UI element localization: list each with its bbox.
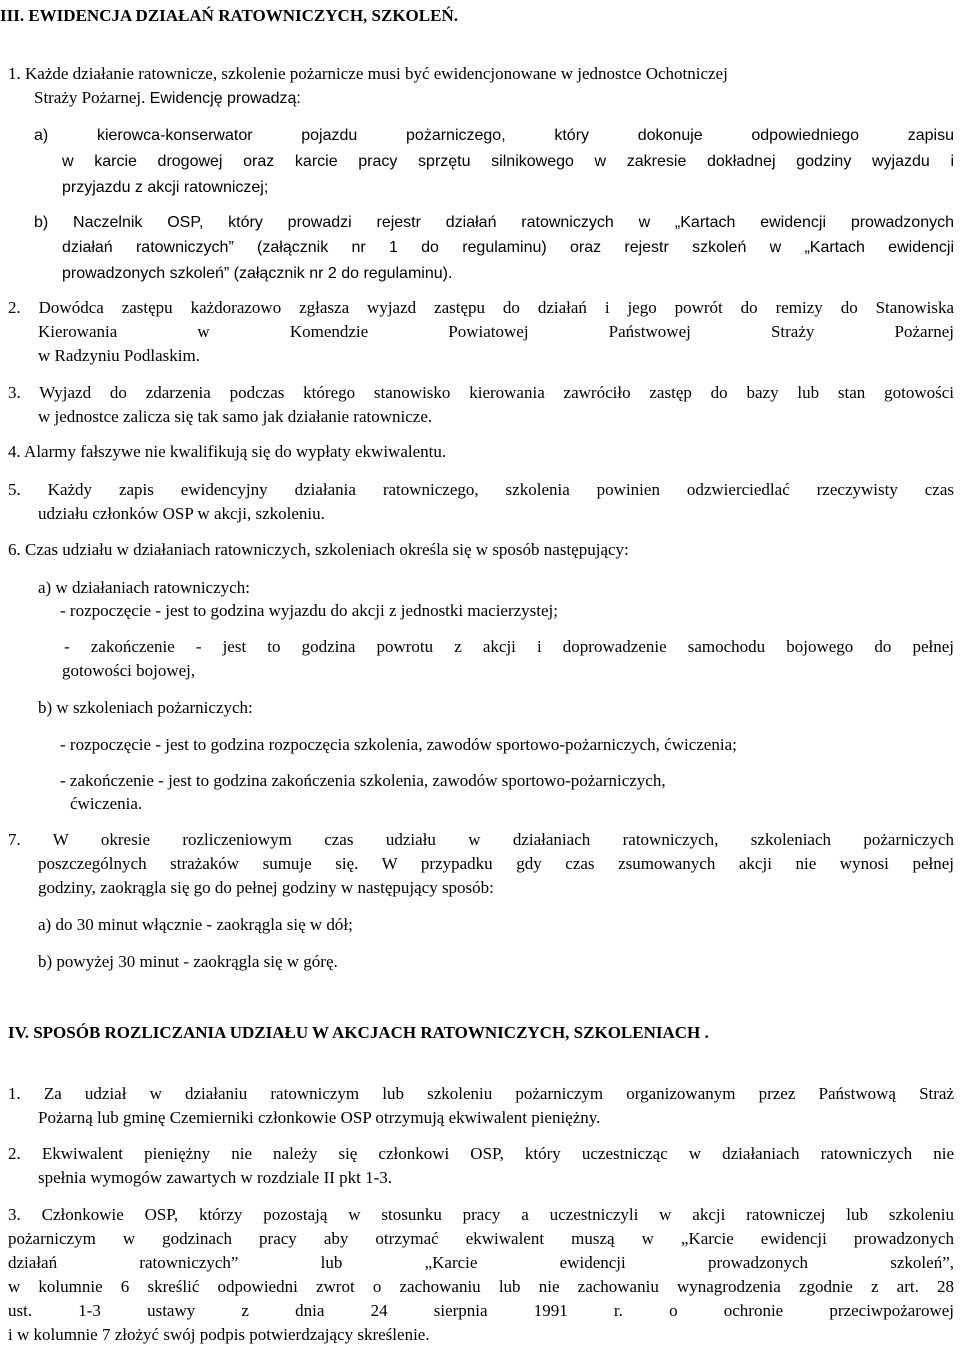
s3-p7-b: b) powyżej 30 minut - zaokrągla się w górę. [38,952,338,971]
section-3-heading: III. EWIDENCJA DZIAŁAŃ RATOWNICZYCH, SZKOLEŃ. [0,6,458,25]
s3-p1-b-line2: działań ratowniczych” (załącznik nr 1 do regulaminu) oraz rejestr szkoleń w „Kartach ewidencji [62,239,954,256]
s3-p2-line2: Kierowania w Komendzie Powiatowej Państwowej Straży Pożarnej [38,322,954,341]
s3-p1-line1: 1. Każde działanie ratownicze, szkolenie pożarnicze musi być ewidencjonowane w jednostce Ochotniczej [8,64,728,83]
section-4-heading: IV. SPOSÓB ROZLICZANIA UDZIAŁU W AKCJACH RATOWNICZYCH, SZKOLENIACH . [8,1023,709,1042]
s3-p1-a-line3: przyjazdu z akcji ratowniczej; [62,179,269,196]
s4-p1-line1: 1. Za udział w działaniu ratowniczym lub szkoleniu pożarniczym organizowanym przez Państwową Straż [8,1084,954,1103]
s4-p3-line6: i w kolumnie 7 złożyć swój podpis potwierdzający skreślenie. [8,1325,430,1344]
s3-p5-line2: udziału członków OSP w akcji, szkoleniu. [38,504,325,523]
s3-p1-b-line3: prowadzonych szkoleń” (załącznik nr 2 do regulaminu). [62,265,453,282]
s4-p3-line3: działań ratowniczych” lub „Karcie ewidencji prowadzonych szkoleń”, [8,1253,954,1272]
s4-p3-line4: w kolumnie 6 skreślić odpowiedni zwrot o zachowaniu lub nie zachowaniu wynagrodzenia zgodnie z art. 28 [8,1277,954,1296]
s3-p6-line1: 6. Czas udziału w działaniach ratowniczych, szkoleniach określa się w sposób następujący: [8,540,629,559]
s3-p1-a-line2: w karcie drogowej oraz karcie pracy sprzętu silnikowego w zakresie dokładnej godziny wyjazdu i [62,153,954,170]
s3-p7-a: a) do 30 minut włącznie - zaokrągla się w dół; [38,915,353,934]
s3-p7-line3: godziny, zaokrągla się go do pełnej godziny w następujący sposób: [38,878,494,897]
s3-p1-line2 [34,86,301,111]
s3-p1-b-line1: b) Naczelnik OSP, który prowadzi rejestr działań ratowniczych w „Kartach ewidencji prowadzonych [34,214,954,231]
s4-p3-line2: pożarniczym w godzinach pracy aby otrzymać ekwiwalent muszą w „Karcie ewidencji prowadzonych [8,1229,954,1248]
s3-p7-line1: 7. W okresie rozliczeniowym czas udziału w działaniach ratowniczych, szkoleniach pożarniczych [8,830,954,849]
s3-p1-line2b: Ewidencję prowadzą: [149,90,301,107]
s3-p6-a-item1: - rozpoczęcie - jest to godzina wyjazdu do akcji z jednostki macierzystej; [60,601,558,620]
s3-p6-b-item2-line2: ćwiczenia. [70,794,143,813]
s3-p6-b-item1: - rozpoczęcie - jest to godzina rozpoczęcia szkolenia, zawodów sportowo-pożarniczych, ćwiczenia; [60,735,737,754]
s4-p1-line2: Pożarną lub gminę Czemierniki członkowie OSP otrzymują ekwiwalent pieniężny. [38,1108,601,1127]
s3-p6-b-heading: b) w szkoleniach pożarniczych: [38,698,253,717]
s3-p6-a-item2-line2: gotowości bojowej, [62,661,196,680]
s3-p1-line2a: Straży Pożarnej. [34,88,146,107]
s4-p2-line2: spełnia wymogów zawartych w rozdziale II pkt 1-3. [38,1168,393,1187]
s3-p2-line1: 2. Dowódca zastępu każdorazowo zgłasza wyjazd zastępu do działań i jego powrót do remizy do Stanowiska [8,298,954,317]
s4-p3-line1: 3. Członkowie OSP, którzy pozostają w stosunku pracy a uczestniczyli w akcji ratowniczej lub szkoleniu [8,1205,954,1224]
s3-p3-line1: 3. Wyjazd do zdarzenia podczas którego stanowisko kierowania zawróciło zastęp do bazy lub stan gotowości [8,383,954,402]
s3-p6-b-item2-line1: - zakończenie - jest to godzina zakończenia szkolenia, zawodów sportowo-pożarniczych, [60,771,666,790]
s3-p4: 4. Alarmy fałszywe nie kwalifikują się do wypłaty ekwiwalentu. [8,442,447,461]
s3-p6-a-item2-line1: - zakończenie - jest to godzina powrotu z akcji i doprowadzenie samochodu bojowego do pełnej [64,637,954,656]
s3-p2-line3: w Radzyniu Podlaskim. [38,346,200,365]
s3-p7-line2: poszczególnych strażaków sumuje się. W przypadku gdy czas zsumowanych akcji nie wynosi pełnej [38,854,954,873]
s3-p3-line2: w jednostce zalicza się tak samo jak działanie ratownicze. [38,407,433,426]
s4-p3-line5: ust. 1-3 ustawy z dnia 24 sierpnia 1991 r. o ochronie przeciwpożarowej [8,1301,954,1320]
s3-p6-a-heading: a) w działaniach ratowniczych: [38,578,250,597]
s3-p5-line1: 5. Każdy zapis ewidencyjny działania ratowniczego, szkolenia powinien odzwierciedlać rzeczywisty czas [8,480,954,499]
s3-p1-a-line1: a) kierowca-konserwator pojazdu pożarniczego, który dokonuje odpowiedniego zapisu [34,127,954,144]
s4-p2-line1: 2. Ekwiwalent pieniężny nie należy się członkowi OSP, który uczestnicząc w działaniach ratowniczych nie [8,1144,954,1163]
